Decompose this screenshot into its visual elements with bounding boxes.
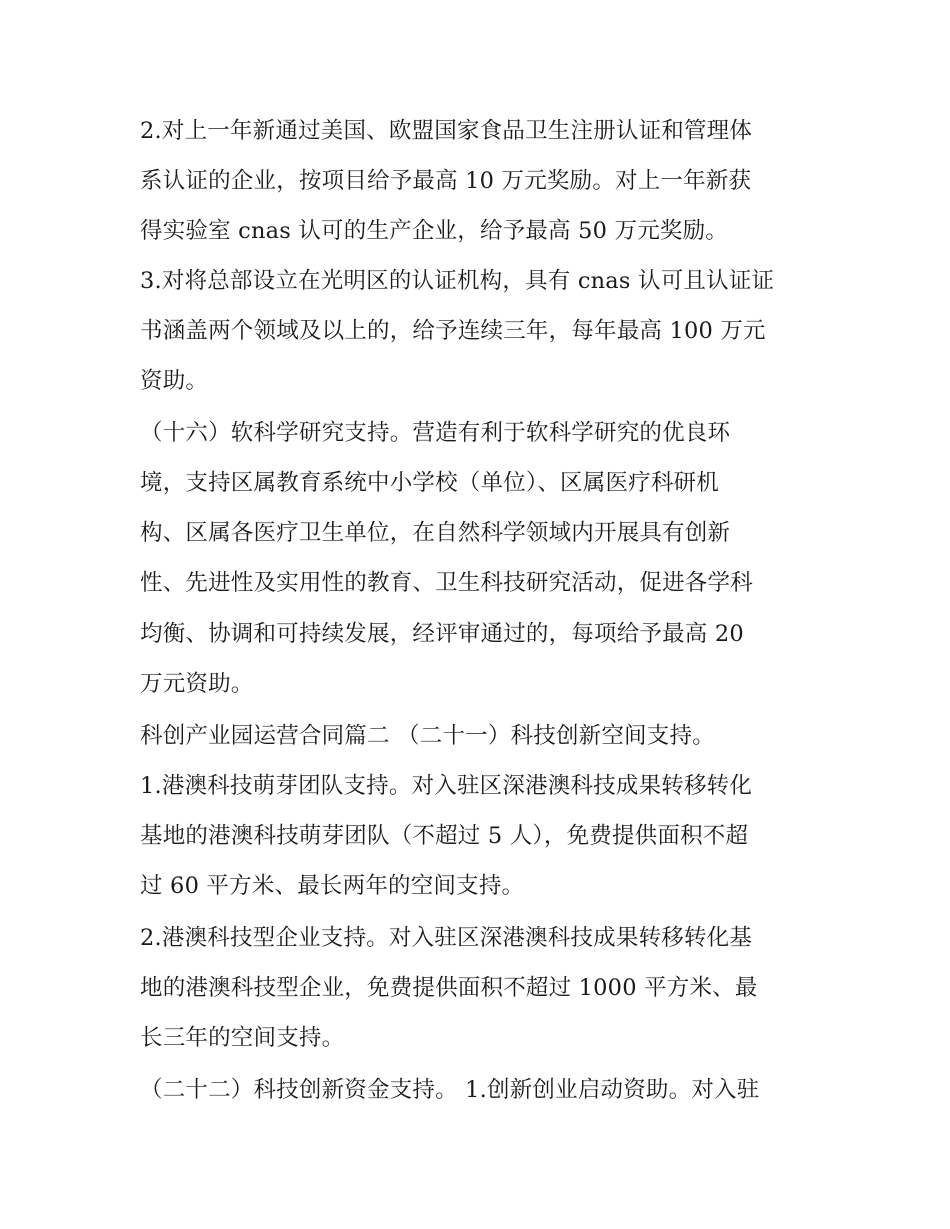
text-line: 科创产业园运营合同篇二 （二十一）科技创新空间支持。 (140, 723, 715, 749)
text-line: 性、先进性及实用性的教育、卫生科技研究活动，促进各学科 (140, 570, 753, 596)
text-line: 得实验室 cnas 认可的生产企业，给予最高 50 万元奖励。 (140, 218, 728, 244)
text-line: 万元资助。 (140, 671, 254, 697)
text-line: 资助。 (140, 368, 209, 394)
text-line: 系认证的企业，按项目给予最高 10 万元奖励。对上一年新获 (140, 168, 752, 194)
text-line: 地的港澳科技型企业，免费提供面积不超过 1000 平方米、最 (140, 975, 758, 1001)
text-line: （二十二）科技创新资金支持。 1.创新创业启动资助。对入驻 (140, 1077, 760, 1103)
text-line: 过 60 平方米、最长两年的空间支持。 (140, 873, 525, 899)
text-line: 3.对将总部设立在光明区的认证机构，具有 cnas 认可且认证证 (140, 268, 775, 294)
text-line: （十六）软科学研究支持。营造有利于软科学研究的优良环 (140, 420, 731, 446)
text-line: 基地的港澳科技萌芽团队（不超过 5 人），免费提供面积不超 (140, 823, 749, 849)
text-line: 2.对上一年新通过美国、欧盟国家食品卫生注册认证和管理体 (140, 118, 753, 144)
text-line: 1.港澳科技萌芽团队支持。对入驻区深港澳科技成果转移转化 (140, 773, 753, 799)
text-line: 书涵盖两个领域及以上的，给予连续三年，每年最高 100 万元 (140, 318, 766, 344)
text-line: 2.港澳科技型企业支持。对入驻区深港澳科技成果转移转化基 (140, 925, 753, 951)
text-line: 境，支持区属教育系统中小学校（单位）、区属医疗科研机 (140, 470, 719, 496)
text-line: 长三年的空间支持。 (140, 1025, 345, 1051)
text-line: 构、区属各医疗卫生单位，在自然科学领域内开展具有创新 (140, 520, 731, 546)
text-line: 均衡、协调和可持续发展，经评审通过的，每项给予最高 20 (140, 621, 744, 647)
